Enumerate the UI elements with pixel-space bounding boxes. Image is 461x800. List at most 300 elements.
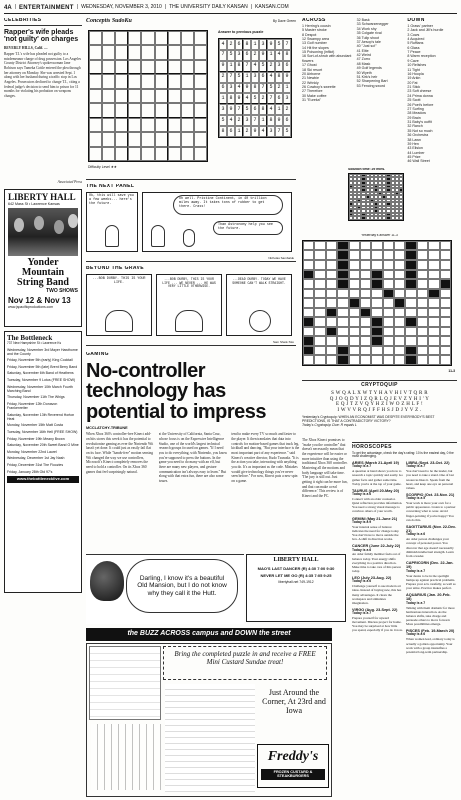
down-clue: 46 Wall Street	[407, 159, 430, 164]
crossword-cell[interactable]	[383, 355, 394, 365]
crossword-cell[interactable]	[417, 355, 428, 365]
horoscope-entry	[352, 461, 403, 486]
crossword-cell[interactable]	[337, 355, 348, 365]
sudoku-cell[interactable]	[128, 89, 141, 103]
across-clue: 5 Master stroke	[302, 28, 327, 33]
crossword-cell[interactable]	[337, 308, 348, 318]
crossword-cell[interactable]	[394, 308, 405, 318]
sudoku-cell[interactable]	[168, 147, 181, 161]
sudoku-cell[interactable]	[155, 31, 168, 45]
across-clue: 8 Despot	[302, 32, 317, 37]
crossword-cell[interactable]	[326, 317, 337, 327]
crossword-cell[interactable]	[326, 327, 337, 337]
crossword-cell[interactable]	[394, 250, 405, 260]
crossword-cell[interactable]	[440, 279, 451, 289]
answer-cell: 1	[259, 115, 267, 126]
crossword-cell[interactable]	[349, 355, 360, 365]
sudoku-cell[interactable]	[128, 103, 141, 117]
crossword-cell[interactable]	[440, 241, 451, 251]
crossword-cell[interactable]	[360, 279, 371, 289]
sudoku-cell[interactable]	[155, 103, 168, 117]
crossword-cell[interactable]	[371, 279, 382, 289]
crossword-cell[interactable]	[314, 336, 325, 346]
bottleneck-name: The Bottleneck	[7, 333, 53, 342]
crossword-cell[interactable]	[428, 317, 439, 327]
buzz-crossword[interactable]	[91, 724, 161, 790]
sudoku-cell[interactable]	[194, 31, 207, 45]
crossword-cell[interactable]	[314, 289, 325, 299]
crossword-cell[interactable]	[428, 308, 439, 318]
sudoku-cell[interactable]	[102, 132, 115, 146]
sudoku-cell[interactable]	[89, 118, 102, 132]
crossword-cell[interactable]	[383, 279, 394, 289]
crossword-cell[interactable]	[440, 298, 451, 308]
sudoku-cell[interactable]	[115, 103, 128, 117]
crossword-cell[interactable]	[371, 250, 382, 260]
crossword-cell[interactable]	[394, 289, 405, 299]
crossword-cell[interactable]	[314, 317, 325, 327]
sudoku-cell[interactable]	[181, 147, 194, 161]
sudoku-cell[interactable]	[89, 103, 102, 117]
sudoku-cell[interactable]	[89, 132, 102, 146]
crossword-cell[interactable]	[428, 270, 439, 280]
crossword-cell[interactable]	[394, 241, 405, 251]
crossword-cell[interactable]	[360, 270, 371, 280]
crossword-cell[interactable]	[417, 250, 428, 260]
crossword-cell[interactable]	[383, 308, 394, 318]
sudoku-cell[interactable]	[168, 60, 181, 74]
sudoku-cell[interactable]	[89, 31, 102, 45]
sudoku-cell[interactable]	[194, 45, 207, 59]
crossword-cell[interactable]	[360, 241, 371, 251]
crossword-cell[interactable]	[314, 298, 325, 308]
sudoku-cell[interactable]	[115, 118, 128, 132]
sudoku-cell[interactable]	[181, 45, 194, 59]
sudoku-cell[interactable]	[168, 103, 181, 117]
answer-cell: 4	[235, 83, 243, 94]
crossword-cell[interactable]	[303, 260, 314, 270]
crossword-cell[interactable]	[303, 279, 314, 289]
crossword-cell[interactable]	[440, 336, 451, 346]
sudoku-cell[interactable]	[141, 45, 154, 59]
crossword-cell[interactable]	[303, 355, 314, 365]
crossword-cell[interactable]	[383, 250, 394, 260]
crossword-cell[interactable]	[428, 355, 439, 365]
sudoku-cell[interactable]	[155, 132, 168, 146]
sudoku-cell[interactable]	[141, 31, 154, 45]
crossword-cell[interactable]	[303, 241, 314, 251]
liberty-hall-ad[interactable]	[4, 189, 82, 327]
crossword-cell[interactable]	[440, 289, 451, 299]
crossword-cell[interactable]	[394, 270, 405, 280]
crossword-cell[interactable]	[349, 250, 360, 260]
crossword-cell[interactable]	[371, 317, 382, 327]
sudoku-grid[interactable]	[88, 30, 208, 162]
crossword-cell[interactable]	[383, 317, 394, 327]
crossword-cell[interactable]	[428, 298, 439, 308]
sudoku-cell[interactable]	[128, 45, 141, 59]
crossword-cell[interactable]	[360, 317, 371, 327]
crossword-cell[interactable]	[303, 317, 314, 327]
crossword-cell[interactable]	[303, 270, 314, 280]
crossword-cell[interactable]	[428, 250, 439, 260]
crossword-cell[interactable]	[394, 346, 405, 356]
gaming-byline: MCCLATCHY-TRIBUNE	[86, 425, 128, 430]
crossword-cell[interactable]	[326, 241, 337, 251]
site-link[interactable]: KANSAN.COM	[255, 4, 289, 11]
crossword-cell[interactable]	[394, 336, 405, 346]
answer-cell: 8	[283, 50, 291, 61]
sudoku-cell[interactable]	[115, 132, 128, 146]
sudoku-cell[interactable]	[194, 132, 207, 146]
sudoku-cell[interactable]	[168, 45, 181, 59]
crossword-cell[interactable]	[383, 327, 394, 337]
crossword-cell[interactable]	[303, 346, 314, 356]
sudoku-cell[interactable]	[115, 74, 128, 88]
sudoku-cell[interactable]	[194, 118, 207, 132]
crossword-cell[interactable]	[326, 260, 337, 270]
sudoku-cell[interactable]	[115, 31, 128, 45]
crossword-cell[interactable]	[337, 327, 348, 337]
sudoku-cell[interactable]	[141, 74, 154, 88]
crossword-cell[interactable]	[314, 260, 325, 270]
sudoku-cell[interactable]	[194, 89, 207, 103]
celebrities-body: Rapper T.I.'s wife has pleaded not guilty to a misdemeanor charge of drug possession. Los Angeles County District Attorney's spokeswoman Jane Robison says Tameka Cottle entered the plea through her attorney on Monday. She was arrested Sept. 1 along with her husband during a traffic stop in Los Angeles. Prosecutors declined to charge T.I., citing a federal judge's decision to send him to prison for 11 months for violating his probation on weapons charges.	[4, 52, 82, 99]
crossword-cell[interactable]	[405, 355, 416, 365]
sudoku-cell[interactable]	[181, 89, 194, 103]
sudoku-cell[interactable]	[168, 74, 181, 88]
sudoku-board[interactable]	[88, 30, 208, 162]
crossword-cell[interactable]	[337, 289, 348, 299]
crossword-cell[interactable]	[349, 289, 360, 299]
sudoku-cell[interactable]	[155, 60, 168, 74]
crossword-cell[interactable]	[371, 346, 382, 356]
answer-cell: 5	[251, 93, 259, 104]
crossword-cell[interactable]	[360, 355, 371, 365]
crossword-cell[interactable]	[417, 317, 428, 327]
sudoku-cell[interactable]	[115, 147, 128, 161]
crossword-cell[interactable]	[303, 308, 314, 318]
crossword-cell[interactable]	[349, 317, 360, 327]
crossword-cell[interactable]	[337, 241, 348, 251]
crossword-cell[interactable]	[440, 270, 451, 280]
crossword-cell[interactable]	[326, 270, 337, 280]
down-clue: 26 Poet's before	[407, 102, 434, 107]
crossword-cell[interactable]	[371, 308, 382, 318]
crossword-cell[interactable]	[326, 298, 337, 308]
crossword-cell[interactable]	[383, 346, 394, 356]
crossword-cell[interactable]	[440, 260, 451, 270]
crossword-cell[interactable]	[417, 298, 428, 308]
grave-panel-3	[226, 274, 292, 336]
sudoku-cell[interactable]	[102, 118, 115, 132]
crossword-cell[interactable]	[303, 250, 314, 260]
person-figure	[183, 229, 195, 247]
crossword-cell[interactable]	[349, 241, 360, 251]
crossword-cell[interactable]	[314, 308, 325, 318]
crossword-cell[interactable]	[417, 270, 428, 280]
crossword-grid[interactable]	[302, 240, 452, 366]
crossword-cell[interactable]	[394, 355, 405, 365]
down-clue: 20 Fat	[407, 80, 418, 85]
crossword-cell[interactable]	[428, 279, 439, 289]
sudoku-cell[interactable]	[141, 60, 154, 74]
crossword-cell[interactable]	[371, 260, 382, 270]
crossword-cell[interactable]	[428, 241, 439, 251]
bottleneck-listing: Friday, November 19th Meany Brown	[7, 436, 65, 441]
crossword-cell[interactable]	[371, 270, 382, 280]
crossword-cell[interactable]	[417, 346, 428, 356]
crossword-cell[interactable]	[360, 308, 371, 318]
crossword-cell[interactable]	[394, 317, 405, 327]
crossword-cell[interactable]	[440, 317, 451, 327]
crossword-cell[interactable]	[337, 279, 348, 289]
answer-cell: 2	[219, 72, 227, 83]
crossword-cell[interactable]	[428, 346, 439, 356]
liberty-small-ad[interactable]	[246, 554, 346, 622]
beyond-grave-credit: Sam Sheik-Tolo	[272, 339, 294, 344]
crossword-cell[interactable]	[417, 336, 428, 346]
crossword-cell[interactable]	[394, 279, 405, 289]
horoscope-sign: SAGITTARIUS (Nov. 22-Dec. 21)	[406, 524, 457, 534]
sudoku-cell[interactable]	[194, 147, 207, 161]
sudoku-cell[interactable]	[155, 74, 168, 88]
horoscope-sign: VIRGO (Aug. 23-Sept. 22)	[352, 607, 398, 612]
crossword-cell[interactable]	[428, 260, 439, 270]
crossword-cell[interactable]	[405, 279, 416, 289]
crossword-cell[interactable]	[371, 327, 382, 337]
crossword-cell[interactable]	[405, 327, 416, 337]
sudoku-cell[interactable]	[89, 60, 102, 74]
sudoku-cell[interactable]	[102, 89, 115, 103]
crossword-cell[interactable]	[337, 298, 348, 308]
crossword-cell[interactable]	[405, 289, 416, 299]
crossword-cell[interactable]	[371, 355, 382, 365]
sudoku-cell[interactable]	[102, 74, 115, 88]
crossword-cell[interactable]	[428, 289, 439, 299]
buzz-grid[interactable]	[91, 724, 161, 790]
crossword-cell[interactable]	[405, 317, 416, 327]
crossword-cell[interactable]	[303, 336, 314, 346]
crossword-cell[interactable]	[440, 250, 451, 260]
down-clue: 45 Prize	[407, 155, 421, 159]
sudoku-cell[interactable]	[181, 31, 194, 45]
crossword-cell[interactable]	[371, 298, 382, 308]
sudoku-cell[interactable]	[194, 74, 207, 88]
crossword-cell[interactable]	[337, 250, 348, 260]
sudoku-cell[interactable]	[102, 31, 115, 45]
sudoku-cell[interactable]	[168, 31, 181, 45]
crossword-puzzle[interactable]	[302, 234, 457, 374]
sudoku-cell[interactable]	[168, 132, 181, 146]
buzz-location: Just Around the Corner, At 23rd and Iowa	[262, 688, 326, 716]
crossword-cell[interactable]	[440, 355, 451, 365]
crossword-cell[interactable]	[440, 308, 451, 318]
down-clue: 43 Elision	[407, 146, 423, 151]
horoscopes-col-1	[352, 461, 403, 657]
sudoku-cell[interactable]	[141, 118, 154, 132]
sudoku-cell[interactable]	[89, 147, 102, 161]
crossword-cell[interactable]	[349, 260, 360, 270]
crossword-cell[interactable]	[383, 289, 394, 299]
crossword-cell[interactable]	[417, 327, 428, 337]
sudoku-cell[interactable]	[194, 60, 207, 74]
crossword-cell[interactable]	[383, 241, 394, 251]
sudoku-cell[interactable]	[102, 103, 115, 117]
crossword-cell[interactable]	[428, 336, 439, 346]
sudoku-cell[interactable]	[89, 89, 102, 103]
sudoku-cell[interactable]	[141, 147, 154, 161]
crossword-cell[interactable]	[405, 241, 416, 251]
crossword-cell[interactable]	[314, 241, 325, 251]
sudoku-cell[interactable]	[128, 74, 141, 88]
sudoku-cell[interactable]	[194, 103, 207, 117]
sudoku-cell[interactable]	[102, 45, 115, 59]
crossword-cell[interactable]	[440, 346, 451, 356]
promoter-site[interactable]: www.jspacificproductions.com	[8, 305, 54, 310]
sudoku-cell[interactable]	[141, 103, 154, 117]
sudoku-cell[interactable]	[128, 132, 141, 146]
crossword-cell[interactable]	[360, 336, 371, 346]
crossword-cell[interactable]	[360, 250, 371, 260]
sudoku-cell[interactable]	[181, 103, 194, 117]
sudoku-cell[interactable]	[115, 45, 128, 59]
sudoku-cell[interactable]	[155, 147, 168, 161]
sudoku-cell[interactable]	[89, 74, 102, 88]
crossword-cell[interactable]	[314, 327, 325, 337]
sudoku-cell[interactable]	[89, 45, 102, 59]
sudoku-cell[interactable]	[128, 31, 141, 45]
crossword-cell[interactable]	[417, 241, 428, 251]
crossword-cell[interactable]	[337, 260, 348, 270]
crossword-cell[interactable]	[337, 346, 348, 356]
crossword-cell[interactable]	[417, 308, 428, 318]
horoscope-sign: AQUARIUS (Jan. 20-Feb. 18)	[406, 592, 451, 602]
answer-cell: 4	[267, 104, 275, 115]
sudoku-cell[interactable]	[181, 60, 194, 74]
crossword-cell[interactable]	[417, 279, 428, 289]
crossword-cell[interactable]	[394, 260, 405, 270]
crossword-cell[interactable]	[349, 346, 360, 356]
sudoku-cell[interactable]	[181, 74, 194, 88]
crossword-cell[interactable]	[360, 346, 371, 356]
crossword-cell[interactable]	[303, 327, 314, 337]
answer-cell: 3	[219, 104, 227, 115]
sudoku-cell[interactable]	[141, 89, 154, 103]
crossword-cell[interactable]	[405, 336, 416, 346]
sudoku-cell[interactable]	[115, 89, 128, 103]
crossword-board[interactable]	[302, 240, 452, 366]
horoscope-entry	[352, 544, 403, 573]
sudoku-cell[interactable]	[181, 118, 194, 132]
crossword-cell[interactable]	[303, 298, 314, 308]
crossword-cell[interactable]	[405, 298, 416, 308]
crossword-cell[interactable]	[371, 289, 382, 299]
crossword-cell[interactable]	[314, 250, 325, 260]
crossword-cell[interactable]	[360, 298, 371, 308]
crossword-cell[interactable]	[394, 298, 405, 308]
sudoku-cell[interactable]	[155, 118, 168, 132]
crossword-cell[interactable]	[326, 289, 337, 299]
crossword-cell[interactable]	[383, 270, 394, 280]
bottleneck-ad[interactable]	[4, 331, 82, 593]
crossword-cell[interactable]	[405, 260, 416, 270]
crossword-cell[interactable]	[360, 260, 371, 270]
liberty-small-site[interactable]: libertyhall.net 749-1912	[278, 580, 314, 585]
cryptoquip-line: Q J O Q D Y I Z Q R L Q J E V Z Y H I ' Y	[329, 396, 430, 402]
horoscope-sign: GEMINI (May 21-June 21)	[352, 516, 398, 521]
crossword-cell[interactable]	[360, 327, 371, 337]
crossword-cell[interactable]	[405, 308, 416, 318]
answer-cell: 7	[243, 61, 251, 72]
crossword-cell[interactable]	[337, 336, 348, 346]
crossword-cell[interactable]	[326, 250, 337, 260]
crossword-cell[interactable]	[440, 327, 451, 337]
sudoku-cell[interactable]	[181, 132, 194, 146]
sudoku-cell[interactable]	[168, 89, 181, 103]
crossword-cell[interactable]	[349, 327, 360, 337]
jabba-ad[interactable]	[86, 554, 244, 624]
crossword-cell[interactable]	[417, 289, 428, 299]
down-clue: 10 Relishes	[407, 63, 427, 68]
down-clue: 39 Hen	[407, 141, 419, 146]
crossword-cell[interactable]	[394, 327, 405, 337]
sudoku-cell[interactable]	[168, 118, 181, 132]
crossword-cell[interactable]	[337, 317, 348, 327]
sudoku-cell[interactable]	[155, 45, 168, 59]
crossword-cell[interactable]	[349, 336, 360, 346]
crossword-cell[interactable]	[314, 346, 325, 356]
crossword-cell[interactable]	[326, 355, 337, 365]
crossword-cell[interactable]	[383, 336, 394, 346]
crossword-cell[interactable]	[314, 355, 325, 365]
crossword-cell[interactable]	[314, 270, 325, 280]
sudoku-cell[interactable]	[102, 60, 115, 74]
crossword-cell[interactable]	[417, 260, 428, 270]
crossword-cell[interactable]	[371, 336, 382, 346]
crossword-cell[interactable]	[349, 298, 360, 308]
crossword-cell[interactable]	[371, 241, 382, 251]
horoscopes-section	[352, 442, 457, 798]
crossword-cell[interactable]	[326, 346, 337, 356]
sudoku-cell[interactable]	[115, 60, 128, 74]
sudoku-cell[interactable]	[102, 147, 115, 161]
horoscope-text: An older person challenges your concept of personal power. You discover that age doesn't necessarily diminish intellectual strength. Learn from a leader.	[406, 537, 454, 558]
crossword-cell[interactable]	[303, 289, 314, 299]
crossword-cell[interactable]	[326, 279, 337, 289]
bottleneck-site[interactable]: www.thebottlenecklive.com	[7, 476, 79, 483]
crossword-cell[interactable]	[405, 250, 416, 260]
sudoku-cell[interactable]	[128, 118, 141, 132]
crossword-cell[interactable]	[349, 279, 360, 289]
crossword-cell[interactable]	[349, 308, 360, 318]
crossword-cell[interactable]	[383, 298, 394, 308]
crossword-cell[interactable]	[337, 270, 348, 280]
sudoku-cell[interactable]	[141, 132, 154, 146]
crossword-cell[interactable]	[326, 308, 337, 318]
crossword-cell[interactable]	[428, 327, 439, 337]
crossword-cell[interactable]	[405, 270, 416, 280]
crossword-cell[interactable]	[360, 289, 371, 299]
crossword-cell[interactable]	[314, 279, 325, 289]
crossword-cell[interactable]	[405, 346, 416, 356]
sudoku-cell[interactable]	[128, 60, 141, 74]
sudoku-cell[interactable]	[155, 89, 168, 103]
crossword-cell[interactable]	[349, 270, 360, 280]
sudoku-cell[interactable]	[128, 147, 141, 161]
crossword-cell[interactable]	[326, 336, 337, 346]
crossword-cell[interactable]	[383, 260, 394, 270]
